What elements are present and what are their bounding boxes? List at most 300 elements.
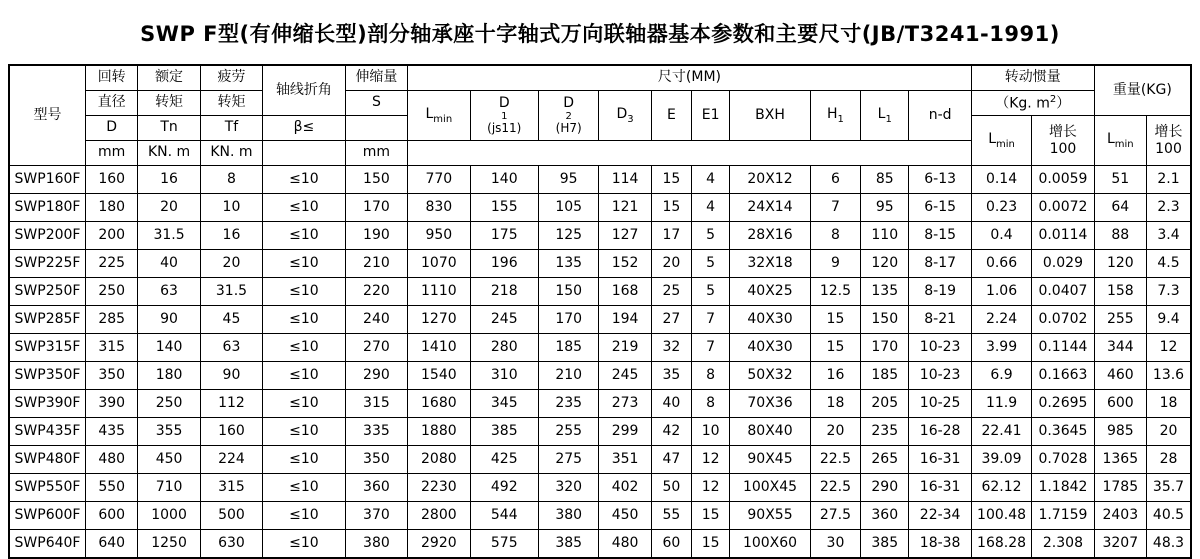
cell-model: SWP600F	[9, 502, 86, 530]
table-cell: 16-28	[909, 418, 971, 446]
table-cell: 5	[692, 278, 730, 306]
table-cell: 40	[651, 390, 691, 418]
table-cell: 90	[138, 306, 200, 334]
table-cell: 20	[810, 418, 860, 446]
table-cell: 39.09	[971, 446, 1031, 474]
table-cell: 2230	[408, 474, 470, 502]
header-stretch-l2: S	[345, 91, 407, 116]
table-cell: 15	[810, 306, 860, 334]
table-cell: 210	[345, 250, 407, 278]
cell-model: SWP390F	[9, 390, 86, 418]
table-cell: 13.6	[1146, 362, 1191, 390]
table-cell: 12	[1146, 334, 1191, 362]
table-cell: 8-15	[909, 222, 971, 250]
header-dimensions-group: 尺寸(MM)	[408, 65, 972, 91]
table-row	[9, 278, 1191, 306]
table-cell: 22.5	[810, 474, 860, 502]
header-inertia-growth: 增长 100	[1032, 116, 1094, 166]
table-cell: 95	[538, 166, 598, 194]
table-cell: 1.1842	[1032, 474, 1094, 502]
table-cell: 100X45	[730, 474, 811, 502]
specification-table	[8, 64, 1192, 559]
table-cell: 250	[86, 278, 138, 306]
table-cell: 425	[470, 446, 538, 474]
header-stretch-l1: 伸缩量	[345, 65, 407, 91]
table-cell: 160	[86, 166, 138, 194]
table-cell: 245	[599, 362, 651, 390]
table-cell: 2403	[1094, 502, 1146, 530]
table-cell: 350	[345, 446, 407, 474]
table-cell: 168	[599, 278, 651, 306]
table-row	[9, 362, 1191, 390]
table-cell: 35.7	[1146, 474, 1191, 502]
table-cell: 2.24	[971, 306, 1031, 334]
table-cell: 1110	[408, 278, 470, 306]
table-cell: ≤10	[263, 166, 346, 194]
table-cell: 1270	[408, 306, 470, 334]
table-row	[9, 390, 1191, 418]
table-cell: 0.0407	[1032, 278, 1094, 306]
table-cell: 16-31	[909, 474, 971, 502]
table-cell: 345	[470, 390, 538, 418]
table-cell: 24X14	[730, 194, 811, 222]
cell-model: SWP250F	[9, 278, 86, 306]
table-cell: ≤10	[263, 278, 346, 306]
table-cell: 344	[1094, 334, 1146, 362]
header-rot-diam-l1: 回转	[86, 65, 138, 91]
table-cell: 63	[200, 334, 262, 362]
header-fatigue-torque-l1: 疲劳	[200, 65, 262, 91]
table-cell: 770	[408, 166, 470, 194]
table-cell: 3.99	[971, 334, 1031, 362]
table-cell: 600	[1094, 390, 1146, 418]
table-cell: 315	[345, 390, 407, 418]
table-cell: 110	[861, 222, 909, 250]
table-row	[9, 250, 1191, 278]
header-rot-diam-l3: D	[86, 116, 138, 141]
table-cell: 280	[470, 334, 538, 362]
table-cell: 0.1144	[1032, 334, 1094, 362]
table-cell: 31.5	[138, 222, 200, 250]
table-cell: 1785	[1094, 474, 1146, 502]
table-cell: 0.4	[971, 222, 1031, 250]
table-cell: 8-19	[909, 278, 971, 306]
table-cell: 985	[1094, 418, 1146, 446]
table-cell: 1000	[138, 502, 200, 530]
table-cell: 47	[651, 446, 691, 474]
table-cell: 1365	[1094, 446, 1146, 474]
table-cell: ≤10	[263, 222, 346, 250]
cell-model: SWP480F	[9, 446, 86, 474]
table-cell: 0.0114	[1032, 222, 1094, 250]
table-cell: 224	[200, 446, 262, 474]
table-cell: 492	[470, 474, 538, 502]
cell-model: SWP225F	[9, 250, 86, 278]
table-cell: 85	[861, 166, 909, 194]
table-cell: 4	[692, 194, 730, 222]
table-cell: 51	[1094, 166, 1146, 194]
table-cell: 1.06	[971, 278, 1031, 306]
table-cell: 40X25	[730, 278, 811, 306]
table-cell: ≤10	[263, 194, 346, 222]
table-cell: 265	[861, 446, 909, 474]
table-cell: 385	[861, 530, 909, 559]
table-cell: 20X12	[730, 166, 811, 194]
table-cell: 6-15	[909, 194, 971, 222]
table-cell: 450	[599, 502, 651, 530]
header-inertia-group-l1: 转动惯量	[971, 65, 1094, 91]
table-cell: 45	[200, 306, 262, 334]
table-cell: 5	[692, 222, 730, 250]
table-cell: 0.23	[971, 194, 1031, 222]
table-cell: 7	[692, 306, 730, 334]
table-cell: 127	[599, 222, 651, 250]
table-cell: 140	[470, 166, 538, 194]
table-cell: 315	[86, 334, 138, 362]
table-cell: 16	[138, 166, 200, 194]
table-cell: 40	[138, 250, 200, 278]
table-cell: ≤10	[263, 334, 346, 362]
table-cell: ≤10	[263, 390, 346, 418]
header-weight-growth: 增长 100	[1146, 116, 1191, 166]
table-cell: 190	[345, 222, 407, 250]
table-cell: 370	[345, 502, 407, 530]
table-cell: 25	[651, 278, 691, 306]
table-cell: 18	[810, 390, 860, 418]
table-cell: 250	[138, 390, 200, 418]
table-cell: 7	[692, 334, 730, 362]
table-cell: 402	[599, 474, 651, 502]
table-cell: 380	[345, 530, 407, 559]
table-cell: ≤10	[263, 250, 346, 278]
page-title: SWP F型(有伸缩长型)剖分轴承座十字轴式万向联轴器基本参数和主要尺寸(JB/T3241-1991)	[140, 22, 1060, 46]
table-cell: 63	[138, 278, 200, 306]
table-cell: 135	[538, 250, 598, 278]
table-cell: 1.7159	[1032, 502, 1094, 530]
table-cell: 50	[651, 474, 691, 502]
table-cell: 2.308	[1032, 530, 1094, 559]
table-cell: 10-25	[909, 390, 971, 418]
table-cell: 20	[200, 250, 262, 278]
table-cell: 30	[810, 530, 860, 559]
table-cell: 7	[810, 194, 860, 222]
table-cell: 140	[138, 334, 200, 362]
table-cell: 64	[1094, 194, 1146, 222]
header-rated-torque-unit: KN. m	[138, 141, 200, 166]
table-cell: 1070	[408, 250, 470, 278]
table-cell: 2.1	[1146, 166, 1191, 194]
table-cell: 8	[692, 362, 730, 390]
table-cell: 450	[138, 446, 200, 474]
table-cell: 150	[861, 306, 909, 334]
table-cell: 20	[138, 194, 200, 222]
table-cell: 168.28	[971, 530, 1031, 559]
table-cell: ≤10	[263, 446, 346, 474]
table-cell: 4.5	[1146, 250, 1191, 278]
table-cell: 121	[599, 194, 651, 222]
table-cell: 2800	[408, 502, 470, 530]
table-cell: 360	[861, 502, 909, 530]
table-cell: 8-17	[909, 250, 971, 278]
table-cell: 135	[861, 278, 909, 306]
table-cell: 16	[810, 362, 860, 390]
table-cell: 17	[651, 222, 691, 250]
table-cell: 28	[1146, 446, 1191, 474]
table-cell: 270	[345, 334, 407, 362]
header-weight-lmin: $L_{min}$	[1094, 116, 1146, 166]
header-rated-torque-l1: 额定	[138, 65, 200, 91]
table-cell: 15	[810, 334, 860, 362]
table-cell: 255	[1094, 306, 1146, 334]
table-cell: 255	[538, 418, 598, 446]
table-cell: 80X40	[730, 418, 811, 446]
table-cell: 9	[810, 250, 860, 278]
table-cell: 55	[651, 502, 691, 530]
table-cell: 40.5	[1146, 502, 1191, 530]
header-inertia-group-l2: （Kg. $m^2$）	[971, 91, 1094, 116]
table-cell: 0.1663	[1032, 362, 1094, 390]
header-rot-diam-l2: 直径	[86, 91, 138, 116]
table-cell: 435	[86, 418, 138, 446]
table-cell: 210	[538, 362, 598, 390]
table-cell: 385	[470, 418, 538, 446]
header-angle-l2: β≤	[263, 116, 346, 141]
table-cell: 42	[651, 418, 691, 446]
header-dim-l1: $L_1$	[861, 91, 909, 141]
table-cell: 11.9	[971, 390, 1031, 418]
table-row	[9, 306, 1191, 334]
table-cell: 290	[861, 474, 909, 502]
table-cell: 40X30	[730, 334, 811, 362]
table-cell: 220	[345, 278, 407, 306]
table-cell: 158	[1094, 278, 1146, 306]
table-cell: 275	[538, 446, 598, 474]
table-cell: 205	[861, 390, 909, 418]
cell-model: SWP350F	[9, 362, 86, 390]
header-rated-torque-l2: 转矩	[138, 91, 200, 116]
table-cell: ≤10	[263, 474, 346, 502]
table-cell: 550	[86, 474, 138, 502]
table-cell: 544	[470, 502, 538, 530]
table-cell: 2.3	[1146, 194, 1191, 222]
header-fatigue-torque-unit: KN. m	[200, 141, 262, 166]
table-cell: 0.3645	[1032, 418, 1094, 446]
table-cell: 95	[861, 194, 909, 222]
table-cell: 112	[200, 390, 262, 418]
table-cell: 225	[86, 250, 138, 278]
table-cell: 120	[1094, 250, 1146, 278]
table-cell: 170	[538, 306, 598, 334]
table-cell: 6	[810, 166, 860, 194]
table-row	[9, 474, 1191, 502]
table-cell: 218	[470, 278, 538, 306]
table-cell: 114	[599, 166, 651, 194]
table-cell: 1410	[408, 334, 470, 362]
table-row	[9, 222, 1191, 250]
table-cell: 40X30	[730, 306, 811, 334]
table-cell: 88	[1094, 222, 1146, 250]
table-row	[9, 166, 1191, 194]
table-cell: 320	[538, 474, 598, 502]
table-cell: 155	[470, 194, 538, 222]
table-row	[9, 502, 1191, 530]
cell-model: SWP180F	[9, 194, 86, 222]
table-cell: 950	[408, 222, 470, 250]
table-cell: 355	[138, 418, 200, 446]
table-cell: 299	[599, 418, 651, 446]
table-cell: 290	[345, 362, 407, 390]
table-cell: 27	[651, 306, 691, 334]
table-cell: 6-13	[909, 166, 971, 194]
table-cell: 335	[345, 418, 407, 446]
table-cell: 1880	[408, 418, 470, 446]
table-cell: 0.0702	[1032, 306, 1094, 334]
table-row	[9, 530, 1191, 559]
table-cell: ≤10	[263, 306, 346, 334]
table-cell: 15	[692, 530, 730, 559]
table-cell: 0.66	[971, 250, 1031, 278]
table-cell: 219	[599, 334, 651, 362]
table-cell: 10	[692, 418, 730, 446]
table-cell: 16	[200, 222, 262, 250]
table-cell: 350	[86, 362, 138, 390]
table-cell: 50X32	[730, 362, 811, 390]
table-cell: ≤10	[263, 362, 346, 390]
table-cell: 240	[345, 306, 407, 334]
table-cell: 10-23	[909, 362, 971, 390]
table-cell: 12.5	[810, 278, 860, 306]
table-cell: 15	[692, 502, 730, 530]
table-cell: 12	[692, 474, 730, 502]
header-rot-diam-unit: mm	[86, 141, 138, 166]
table-cell: 710	[138, 474, 200, 502]
table-cell: 160	[200, 418, 262, 446]
table-cell: 15	[651, 194, 691, 222]
table-cell: 9.4	[1146, 306, 1191, 334]
table-cell: 90X55	[730, 502, 811, 530]
header-model: 型号	[9, 65, 86, 166]
table-cell: 170	[345, 194, 407, 222]
table-cell: 100.48	[971, 502, 1031, 530]
table-cell: ≤10	[263, 530, 346, 559]
table-cell: 10-23	[909, 334, 971, 362]
table-cell: 170	[861, 334, 909, 362]
table-cell: 32	[651, 334, 691, 362]
table-cell: 385	[538, 530, 598, 559]
table-cell: 125	[538, 222, 598, 250]
table-cell: 35	[651, 362, 691, 390]
table-cell: 830	[408, 194, 470, 222]
table-cell: 480	[599, 530, 651, 559]
table-cell: 16-31	[909, 446, 971, 474]
cell-model: SWP200F	[9, 222, 86, 250]
table-cell: 20	[1146, 418, 1191, 446]
header-fatigue-torque-l2: 转矩	[200, 91, 262, 116]
table-cell: 18-38	[909, 530, 971, 559]
header-dim-bxh: BXH	[730, 91, 811, 141]
table-cell: 3.4	[1146, 222, 1191, 250]
table-cell: 0.029	[1032, 250, 1094, 278]
table-cell: 640	[86, 530, 138, 559]
table-cell: 360	[345, 474, 407, 502]
header-weight-group: 重量(KG)	[1094, 65, 1191, 116]
table-cell: 194	[599, 306, 651, 334]
table-cell: 180	[86, 194, 138, 222]
table-cell: 1680	[408, 390, 470, 418]
header-dim-e: E	[651, 91, 691, 141]
header-fatigue-torque-l3: Tf	[200, 116, 262, 141]
header-dim-h1: $H_1$	[810, 91, 860, 141]
header-angle-l1: 轴线折角	[263, 65, 346, 116]
table-cell: 180	[138, 362, 200, 390]
table-container	[0, 64, 1200, 559]
table-cell: 152	[599, 250, 651, 278]
table-cell: 60	[651, 530, 691, 559]
table-cell: 380	[538, 502, 598, 530]
table-cell: 70X36	[730, 390, 811, 418]
table-header	[9, 65, 1191, 166]
table-cell: 48.3	[1146, 530, 1191, 559]
table-cell: 27.5	[810, 502, 860, 530]
table-row	[9, 446, 1191, 474]
cell-model: SWP160F	[9, 166, 86, 194]
cell-model: SWP640F	[9, 530, 86, 559]
table-body	[9, 166, 1191, 559]
table-cell: 235	[861, 418, 909, 446]
table-cell: 18	[1146, 390, 1191, 418]
table-cell: 90X45	[730, 446, 811, 474]
table-cell: 0.14	[971, 166, 1031, 194]
table-cell: 285	[86, 306, 138, 334]
cell-model: SWP435F	[9, 418, 86, 446]
table-cell: 31.5	[200, 278, 262, 306]
table-cell: 351	[599, 446, 651, 474]
table-cell: 120	[861, 250, 909, 278]
table-cell: 10	[200, 194, 262, 222]
table-cell: 185	[861, 362, 909, 390]
table-cell: 600	[86, 502, 138, 530]
table-cell: 7.3	[1146, 278, 1191, 306]
table-cell: 245	[470, 306, 538, 334]
table-cell: 1250	[138, 530, 200, 559]
table-row	[9, 334, 1191, 362]
header-dim-lmin: $L_{min}$	[408, 91, 470, 141]
header-angle-blank	[263, 141, 346, 166]
table-cell: ≤10	[263, 418, 346, 446]
table-cell: 390	[86, 390, 138, 418]
table-cell: 22.41	[971, 418, 1031, 446]
table-cell: 8	[200, 166, 262, 194]
cell-model: SWP285F	[9, 306, 86, 334]
cell-model: SWP550F	[9, 474, 86, 502]
table-cell: 630	[200, 530, 262, 559]
table-cell: 200	[86, 222, 138, 250]
table-cell: 0.0072	[1032, 194, 1094, 222]
table-cell: 5	[692, 250, 730, 278]
table-cell: 2080	[408, 446, 470, 474]
header-dim-nd: n-d	[909, 91, 971, 141]
table-cell: ≤10	[263, 502, 346, 530]
table-row	[9, 194, 1191, 222]
table-cell: 100X60	[730, 530, 811, 559]
header-inertia-lmin: $L_{min}$	[971, 116, 1031, 166]
table-cell: 315	[200, 474, 262, 502]
table-cell: 20	[651, 250, 691, 278]
header-dim-e1: E1	[692, 91, 730, 141]
table-cell: 15	[651, 166, 691, 194]
header-rated-torque-l3: Tn	[138, 116, 200, 141]
table-cell: 235	[538, 390, 598, 418]
